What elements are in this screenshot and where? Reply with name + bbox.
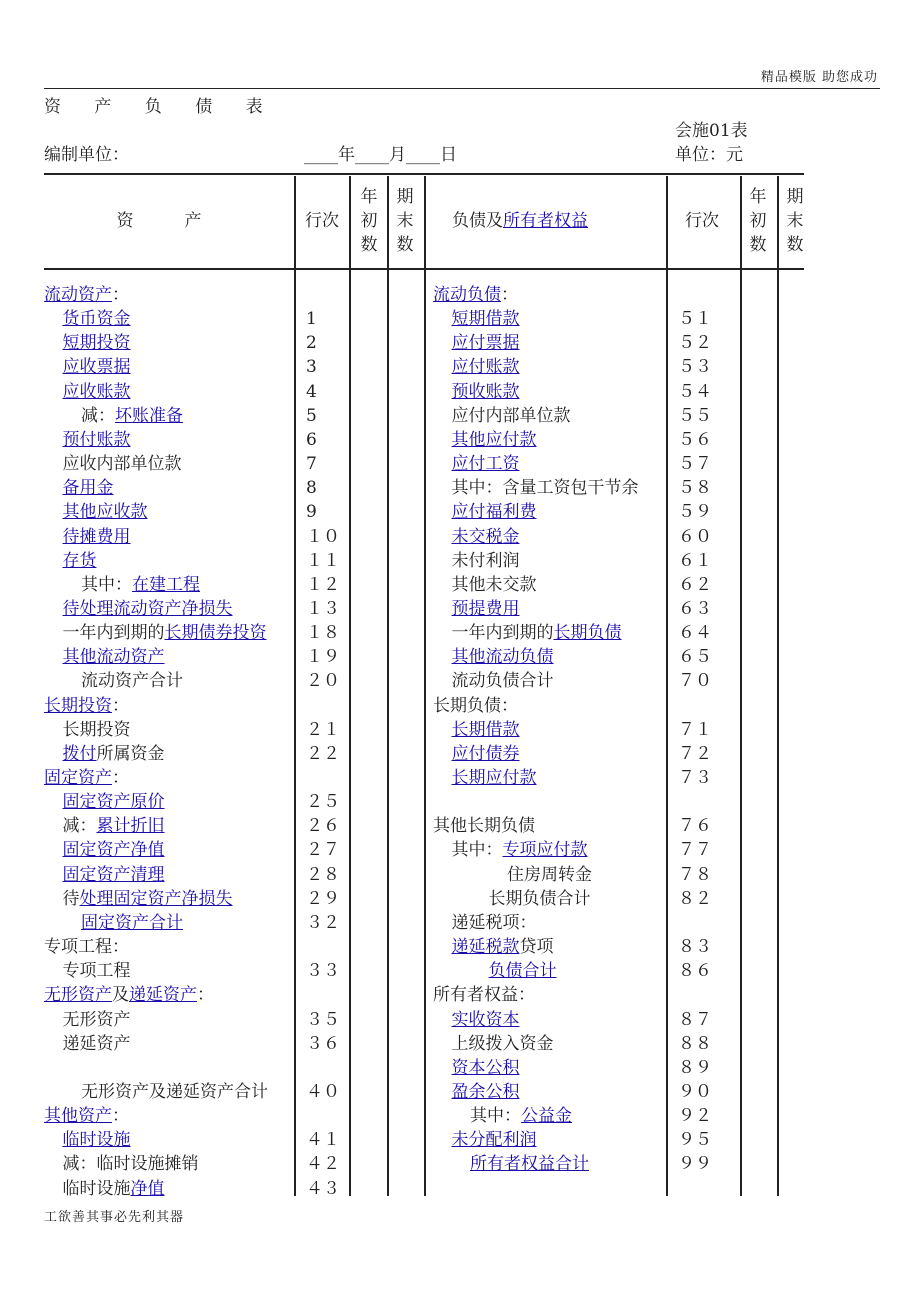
left-row-number: １１ <box>306 550 340 571</box>
left-row-link[interactable]: 应收账款 <box>62 381 131 402</box>
right-row-number: ５６ <box>678 429 712 450</box>
right-row-number: ８３ <box>678 937 712 958</box>
right-row-label <box>452 742 520 766</box>
right-row-label <box>433 814 535 838</box>
right-row-link[interactable]: 预提费用 <box>451 598 520 619</box>
left-row-link[interactable]: 应收票据 <box>62 357 131 378</box>
left-row-number: ４３ <box>306 1178 340 1199</box>
left-row-number: ３２ <box>306 912 340 933</box>
left-row-link[interactable]: 固定资产净值 <box>62 840 165 861</box>
col-header-liabilities: 负债及所有者权益 <box>452 211 588 231</box>
left-row-number: ３５ <box>306 1009 340 1030</box>
left-row-text: 临时设施 <box>62 1178 131 1199</box>
right-row-number: ９５ <box>678 1130 712 1151</box>
right-row-label <box>452 428 537 452</box>
left-row-link[interactable]: 货币资金 <box>62 309 131 330</box>
left-row-link[interactable]: 存货 <box>62 550 97 571</box>
column-divider <box>740 176 742 1196</box>
left-row-label <box>63 307 131 331</box>
right-row-label <box>452 1032 554 1056</box>
currency-label: 单位：元 <box>675 145 743 165</box>
right-row-text: 应付内部单位款 <box>451 405 571 426</box>
right-row-number: ８８ <box>678 1033 712 1054</box>
left-row-number: １２ <box>306 574 340 595</box>
right-row-number: ６４ <box>678 623 712 644</box>
left-row-link[interactable]: 拨付 <box>62 743 97 764</box>
left-row-text: 减： <box>81 405 115 426</box>
right-row-number: ９０ <box>678 1081 712 1102</box>
form-number: 会施01表 <box>675 121 748 141</box>
left-row-label <box>63 645 165 669</box>
left-row-link[interactable]: 固定资产原价 <box>62 792 165 813</box>
right-row-text: 其中： <box>470 1106 521 1127</box>
left-row-link[interactable]: 临时设施 <box>62 1130 131 1151</box>
left-row-label <box>63 452 182 476</box>
left-row-link[interactable]: 坏账准备 <box>115 405 183 426</box>
left-row-number: ２７ <box>306 840 340 861</box>
right-row-link[interactable]: 应付债券 <box>451 743 520 764</box>
right-row-label <box>452 404 571 428</box>
footer-note: 工欲善其事必先利其器 <box>44 1210 185 1225</box>
left-row-label <box>63 863 165 887</box>
right-row-link[interactable]: 应付账款 <box>451 357 520 378</box>
right-row-number: ８６ <box>678 961 712 982</box>
date-line: ____年____月____日 <box>304 145 457 165</box>
left-row-number: ４０ <box>306 1081 340 1102</box>
left-row-text: 减：临时设施摊销 <box>62 1154 199 1175</box>
right-row-link[interactable]: 所有者权益合计 <box>470 1154 589 1175</box>
left-row-link[interactable]: 短期投资 <box>62 333 131 354</box>
left-row-label <box>63 838 165 862</box>
right-row-number: ７１ <box>678 719 712 740</box>
right-row-link[interactable]: 未交税金 <box>451 526 520 547</box>
right-row-label <box>452 718 520 742</box>
right-row-label <box>452 380 520 404</box>
right-row-label <box>452 331 520 355</box>
left-row-link[interactable]: 长期投资 <box>44 695 112 716</box>
right-row-number: ７２ <box>678 743 712 764</box>
left-row-link[interactable]: 长期债券投资 <box>164 623 267 644</box>
right-row-label <box>452 355 520 379</box>
column-divider <box>777 176 779 1196</box>
left-row-label <box>63 331 131 355</box>
left-row-text: 递延资产 <box>62 1033 131 1054</box>
left-row-number: ２９ <box>306 888 340 909</box>
left-row-label <box>63 790 165 814</box>
left-row-text: 减： <box>62 816 97 837</box>
right-row-text: 上级拨入资金 <box>451 1033 554 1054</box>
left-row-text: ： <box>112 1106 129 1127</box>
left-row-number: 1 <box>306 309 317 330</box>
right-row-link[interactable]: 长期负债 <box>553 623 622 644</box>
right-row-label <box>452 525 520 549</box>
right-row-link[interactable]: 资本公积 <box>451 1057 520 1078</box>
left-row-label <box>44 694 129 718</box>
right-row-link[interactable]: 盈余公积 <box>451 1081 520 1102</box>
right-row-label <box>470 1152 589 1176</box>
left-row-number: １３ <box>306 598 340 619</box>
left-row-link[interactable]: 固定资产合计 <box>81 912 183 933</box>
left-row-link[interactable]: 待处理流动资产净损失 <box>62 598 233 619</box>
left-row-text: 流动资产合计 <box>81 671 183 692</box>
left-row-number: ２８ <box>306 864 340 885</box>
right-row-link[interactable]: 公益金 <box>521 1106 572 1127</box>
left-row-text: 待 <box>62 888 80 909</box>
right-row-label <box>452 621 622 645</box>
header-note: 精品模版 助您成功 <box>760 70 878 85</box>
right-row-number: ６１ <box>678 550 712 571</box>
right-row-text: 未付利润 <box>451 550 520 571</box>
left-row-number: 7 <box>306 454 317 475</box>
left-row-label <box>81 1080 268 1104</box>
left-row-label <box>63 959 131 983</box>
right-row-label <box>452 597 520 621</box>
left-row-label <box>63 621 267 645</box>
left-row-link[interactable]: 预付账款 <box>62 429 131 450</box>
left-row-link[interactable]: 流动资产 <box>44 285 112 305</box>
right-row-label <box>452 645 554 669</box>
left-row-number: 2 <box>306 333 317 354</box>
left-row-number: ２２ <box>306 743 340 764</box>
right-row-link[interactable]: 实收资本 <box>451 1009 520 1030</box>
page-title: 资 产 负 债 表 <box>44 97 277 117</box>
right-row-number: ５４ <box>678 381 712 402</box>
left-row-link[interactable]: 备用金 <box>62 478 114 499</box>
right-row-link[interactable]: 长期借款 <box>451 719 520 740</box>
table-top-rule <box>44 173 804 175</box>
right-row-number: ７０ <box>678 671 712 692</box>
left-row-link[interactable]: 无形资产 <box>44 985 112 1006</box>
right-row-number: ７３ <box>678 768 712 788</box>
right-row-text: 贷项 <box>519 937 554 958</box>
left-row-text: 所属资金 <box>96 743 165 764</box>
right-row-text: 其中：含量工资包干节余 <box>451 478 639 499</box>
left-row-label <box>44 935 129 959</box>
right-row-number: ７６ <box>678 816 712 837</box>
left-row-number: ４２ <box>306 1154 340 1175</box>
col-header-asset: 资 产 <box>116 211 202 231</box>
right-row-text: ： <box>501 285 518 305</box>
right-row-label <box>452 500 537 524</box>
left-row-number: 4 <box>306 381 317 402</box>
right-row-link[interactable]: 其他应付款 <box>451 429 537 450</box>
left-row-text: 应收内部单位款 <box>62 454 182 475</box>
right-row-text: 其他长期负债 <box>433 816 535 837</box>
left-row-number: 9 <box>306 502 317 523</box>
right-row-label <box>452 1008 520 1032</box>
left-row-label <box>44 283 129 307</box>
left-row-link[interactable]: 其他应收款 <box>62 502 148 523</box>
left-row-label <box>63 1128 131 1152</box>
right-row-number: ８９ <box>678 1057 712 1078</box>
column-divider <box>387 176 389 1196</box>
unit-label: 编制单位： <box>44 145 129 165</box>
left-row-label <box>63 1152 199 1176</box>
left-row-text: 专项工程： <box>44 937 129 958</box>
left-row-number: 6 <box>306 429 317 450</box>
left-row-label <box>63 525 131 549</box>
col-header-row-no-left: 行次 <box>305 211 339 231</box>
right-row-label <box>452 935 554 959</box>
right-row-number: ５５ <box>678 405 712 426</box>
left-row-label <box>63 500 148 524</box>
right-row-text: 其中： <box>451 840 503 861</box>
right-row-label <box>433 694 518 718</box>
left-row-label <box>63 549 97 573</box>
right-row-label <box>452 307 520 331</box>
col-header-begin-right: 年初数 <box>749 187 767 255</box>
left-row-label <box>63 718 131 742</box>
left-row-link[interactable]: 待摊费用 <box>62 526 131 547</box>
left-row-label <box>63 597 233 621</box>
right-row-link[interactable]: 预收账款 <box>451 381 520 402</box>
right-row-text: 一年内到期的 <box>451 623 554 644</box>
left-row-text: 长期投资 <box>62 719 131 740</box>
right-row-label <box>452 669 554 693</box>
left-row-number: １８ <box>306 623 340 644</box>
left-row-label <box>81 911 183 935</box>
left-row-link[interactable]: 固定资产清理 <box>62 864 165 885</box>
col-header-end-right: 期末数 <box>786 187 804 255</box>
right-row-label <box>452 911 537 935</box>
right-row-text: 流动负债合计 <box>451 671 554 692</box>
right-row-number: ６３ <box>678 598 712 619</box>
right-row-link[interactable]: 递延税款 <box>451 937 520 958</box>
right-row-label <box>452 573 537 597</box>
right-row-number: ９２ <box>678 1106 712 1127</box>
owners-equity-link[interactable]: 所有者权益 <box>503 211 588 231</box>
right-row-link[interactable]: 其他流动负债 <box>451 647 554 668</box>
right-row-link[interactable]: 应付福利费 <box>451 502 537 523</box>
col-header-row-no-right: 行次 <box>685 211 719 231</box>
left-row-label <box>81 573 200 597</box>
left-row-link[interactable]: 处理固定资产净损失 <box>79 888 233 909</box>
right-row-text: 所有者权益： <box>433 985 535 1006</box>
right-row-label <box>507 863 592 887</box>
left-row-text: ： <box>197 985 214 1006</box>
right-row-link[interactable]: 未分配利润 <box>451 1130 537 1151</box>
right-row-link[interactable]: 短期借款 <box>451 309 520 330</box>
right-row-number: ５８ <box>678 478 712 499</box>
right-row-label <box>433 983 535 1007</box>
right-row-number: ８２ <box>678 888 712 909</box>
right-row-number: ５１ <box>678 309 712 330</box>
column-divider <box>666 176 668 1196</box>
left-row-label <box>44 983 214 1007</box>
right-row-number: ５７ <box>678 454 712 475</box>
left-row-label <box>63 742 165 766</box>
left-row-label <box>81 404 183 428</box>
left-row-number: ２０ <box>306 671 340 692</box>
col-header-end-left: 期末数 <box>396 187 414 255</box>
left-row-label <box>63 1032 131 1056</box>
left-row-number: 3 <box>306 357 317 378</box>
left-row-label <box>63 1177 165 1201</box>
left-row-number: ３６ <box>306 1033 340 1054</box>
column-divider <box>294 176 296 1196</box>
right-row-text: 其他未交款 <box>451 574 537 595</box>
header-rule <box>44 88 880 89</box>
left-row-label <box>63 887 233 911</box>
right-row-link[interactable]: 长期应付款 <box>451 768 537 788</box>
right-row-label <box>452 452 520 476</box>
right-row-number: ５２ <box>678 333 712 354</box>
left-row-number: ２６ <box>306 816 340 837</box>
left-row-link[interactable]: 其他资产 <box>44 1106 112 1127</box>
right-row-label <box>470 1104 572 1128</box>
left-row-link[interactable]: 净值 <box>130 1178 165 1199</box>
left-row-link[interactable]: 固定资产 <box>44 768 112 788</box>
right-row-number: ５９ <box>678 502 712 523</box>
left-row-label <box>44 766 129 790</box>
right-row-label <box>433 283 518 307</box>
right-row-text: 长期负债： <box>433 695 518 716</box>
left-row-link[interactable]: 其他流动资产 <box>62 647 165 668</box>
left-row-text: 专项工程 <box>62 961 131 982</box>
right-row-link[interactable]: 流动负债 <box>433 285 501 305</box>
left-row-number: ４１ <box>306 1130 340 1151</box>
left-row-text: 无形资产 <box>62 1009 131 1030</box>
left-row-text: 一年内到期的 <box>62 623 165 644</box>
right-row-text: 住房周转金 <box>507 864 592 885</box>
left-row-label <box>63 380 131 404</box>
left-row-number: １９ <box>306 647 340 668</box>
left-row-number: ２５ <box>306 792 340 813</box>
right-row-label <box>452 838 588 862</box>
right-row-label <box>452 1128 537 1152</box>
right-row-link[interactable]: 应付票据 <box>451 333 520 354</box>
right-row-text: 递延税项： <box>451 912 537 933</box>
right-row-label <box>452 1056 520 1080</box>
left-row-number: ２１ <box>306 719 340 740</box>
right-row-label <box>452 549 520 573</box>
right-row-link[interactable]: 负债合计 <box>488 961 557 982</box>
right-row-label <box>489 959 557 983</box>
right-row-number: ６０ <box>678 526 712 547</box>
right-row-number: ５３ <box>678 357 712 378</box>
left-row-label <box>44 1104 129 1128</box>
right-row-link[interactable]: 应付工资 <box>451 454 520 475</box>
left-row-label <box>63 814 165 838</box>
right-row-link[interactable]: 专项应付款 <box>502 840 588 861</box>
left-row-label <box>63 1008 131 1032</box>
left-row-text: 及 <box>112 985 129 1006</box>
left-row-number: 5 <box>306 405 317 426</box>
left-row-text: 无形资产及递延资产合计 <box>81 1081 268 1102</box>
column-divider <box>424 176 426 1196</box>
right-row-number: ７８ <box>678 864 712 885</box>
left-row-link[interactable]: 递延资产 <box>129 985 197 1006</box>
right-row-text: 长期负债合计 <box>488 888 591 909</box>
left-row-label <box>63 355 131 379</box>
left-row-link[interactable]: 累计折旧 <box>96 816 165 837</box>
right-row-number: ８７ <box>678 1009 712 1030</box>
left-row-number: ３３ <box>306 961 340 982</box>
right-row-number: ７７ <box>678 840 712 861</box>
left-row-label <box>63 476 114 500</box>
left-row-label <box>63 428 131 452</box>
left-row-text: ： <box>112 695 129 716</box>
right-row-number: ６５ <box>678 647 712 668</box>
left-row-number: 8 <box>306 478 317 499</box>
right-row-label <box>489 887 591 911</box>
right-row-label <box>452 766 537 790</box>
column-divider <box>349 176 351 1196</box>
left-row-label <box>81 669 183 693</box>
left-row-text: ： <box>112 285 129 305</box>
left-row-text: 其中： <box>81 574 132 595</box>
right-row-number: ６２ <box>678 574 712 595</box>
right-row-number: ９９ <box>678 1154 712 1175</box>
col-header-begin-left: 年初数 <box>360 187 378 255</box>
left-row-text: ： <box>112 768 129 788</box>
right-row-label <box>452 1080 520 1104</box>
right-row-label <box>452 476 639 500</box>
left-row-link[interactable]: 在建工程 <box>132 574 200 595</box>
left-row-number: １０ <box>306 526 340 547</box>
